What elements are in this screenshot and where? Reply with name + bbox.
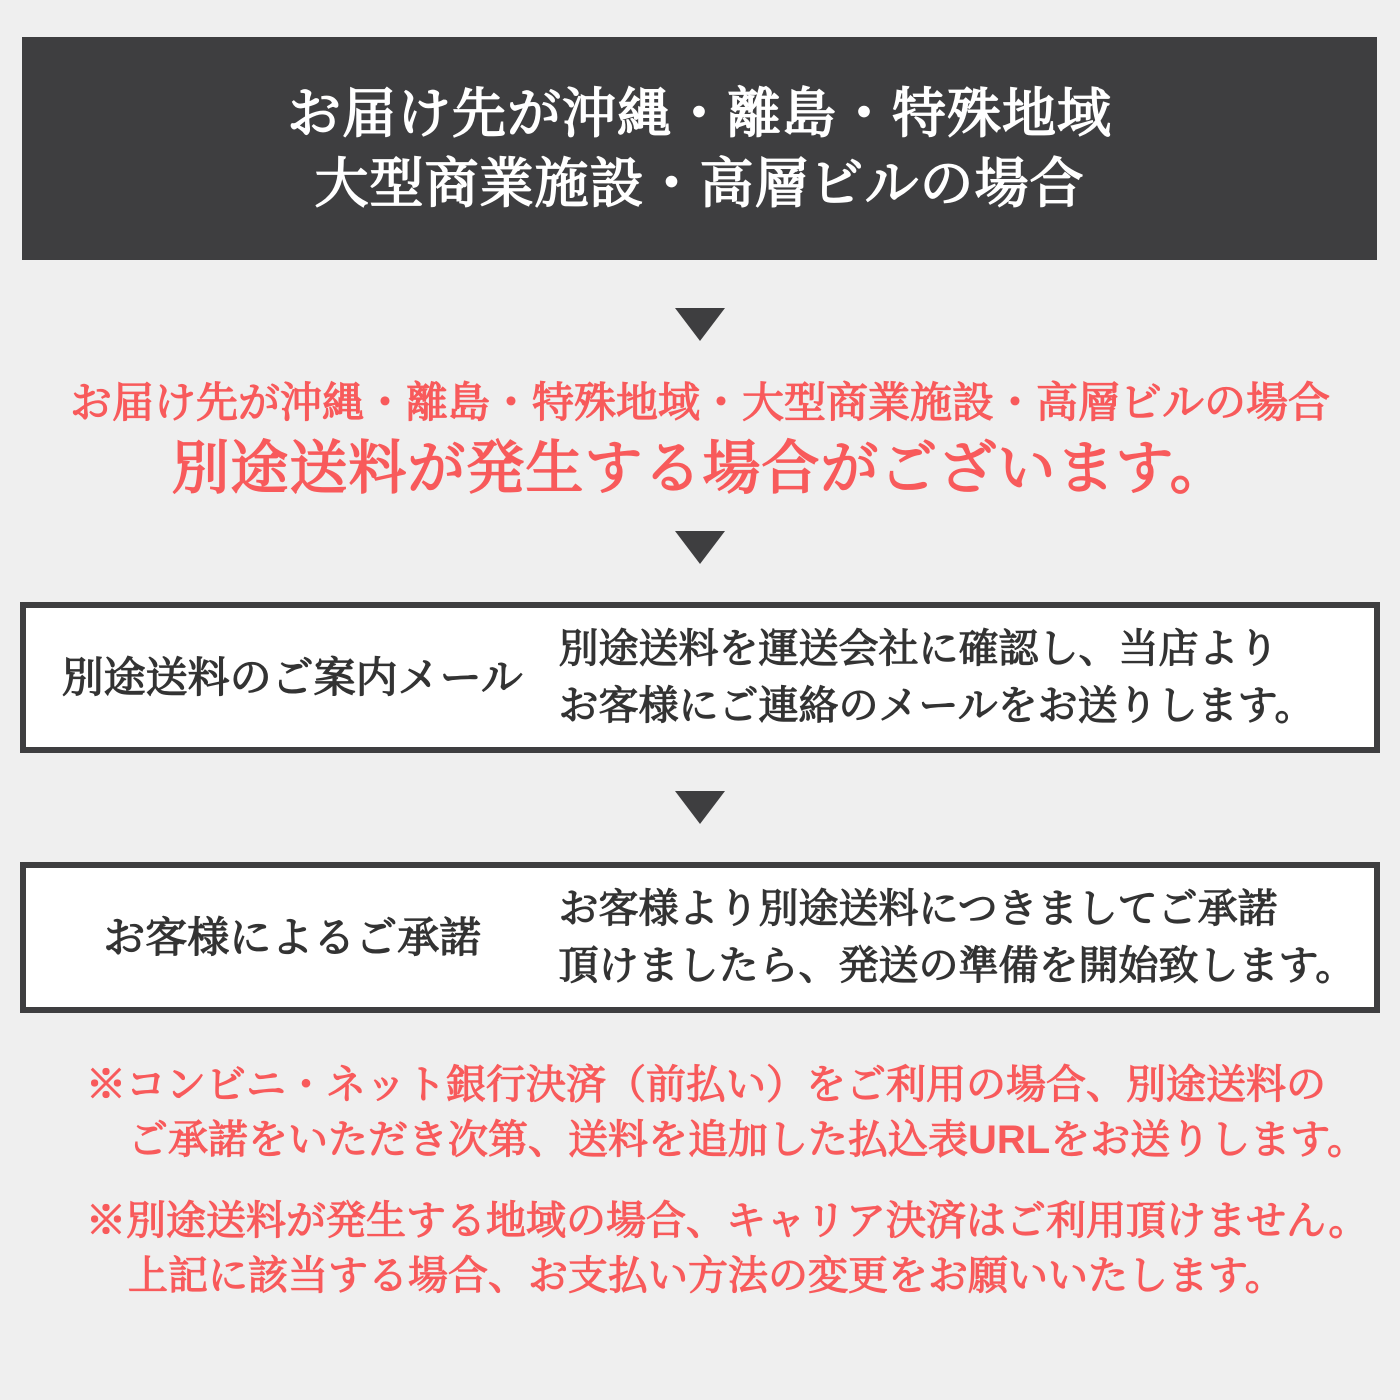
step-description-line2: お客様にご連絡のメールをお送りします。 [558,683,1315,728]
step-label: 別途送料のご案内メール [61,653,523,701]
step-customer-approval [20,862,1380,1013]
down-arrow-icon [675,791,725,824]
step-description-line2: 頂けましたら、発送の準備を開始致します。 [558,943,1356,988]
down-arrow-icon [675,308,725,341]
header-title-line1: お届け先が沖縄・離島・特殊地域 [287,83,1112,144]
footnote-line1: ※別途送料が発生する地域の場合、キャリア決済はご利用頂けません。 [86,1199,1369,1243]
step-description [558,881,1374,995]
footnote-line2: ご承諾をいただき次第、送料を追加した払込表URLをお送りします。 [128,1118,1368,1162]
step-description [558,621,1374,735]
footnote-line1: ※コンビニ・ネット銀行決済（前払い）をご利用の場合、別途送料の [86,1063,1326,1107]
footnote-carrier-payment [86,1194,1400,1304]
notice-warning-text: 別途送料が発生する場合がございます。 [171,436,1229,501]
footnote-line2: 上記に該当する場合、お支払い方法の変更をお願いいたします。 [128,1254,1285,1298]
footnote-prepayment [86,1058,1400,1168]
step-fee-guidance-mail [20,602,1380,753]
step-description-line1: お客様より別途送料につきましてご承諾 [558,886,1278,931]
extra-fee-notice [0,379,1400,501]
footnotes [86,1058,1400,1304]
header-title-line2: 大型商業施設・高層ビルの場合 [314,153,1085,214]
step-label: お客様によるご承諾 [103,913,482,961]
notice-condition-text: お届け先が沖縄・離島・特殊地域・大型商業施設・高層ビルの場合 [69,379,1330,426]
down-arrow-icon [675,531,725,564]
step-description-line1: 別途送料を運送会社に確認し、当店より [558,626,1279,671]
header-banner [22,37,1377,260]
